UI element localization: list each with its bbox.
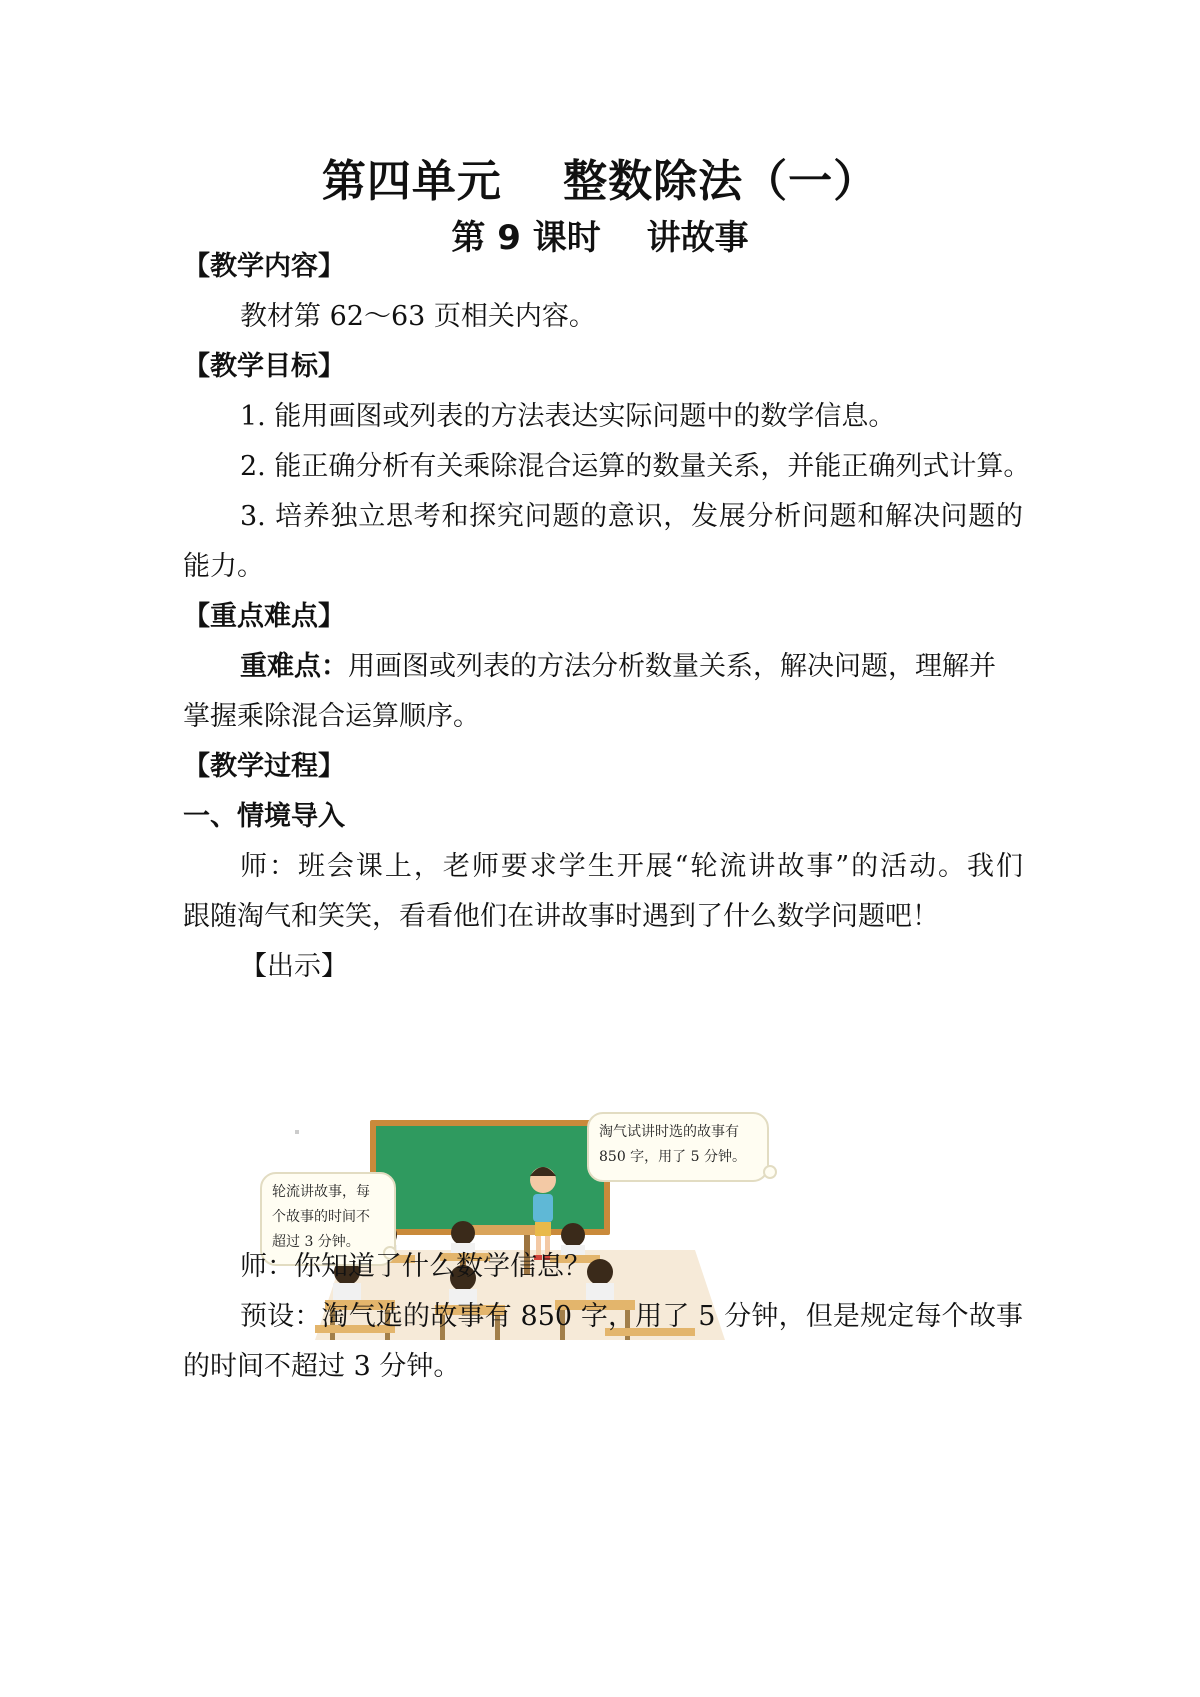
goal-3-line1: 3. 培养独立思考和探究问题的意识，发展分析问题和解决问题的 [240,501,1023,532]
section-heading-content: 【教学内容】 [183,251,345,282]
section-heading-process: 【教学过程】 [183,751,345,782]
speech-bubble-story [587,1112,769,1182]
bubble-story-line: 淘气试讲时选的故事有 [599,1124,739,1140]
bubble-story-line: 850 字，用了 5 分钟。 [599,1149,746,1165]
content-text: 教材第 62～63 页相关内容。 [240,301,596,332]
question-line: 师：你知道了什么数学信息？ [240,1251,591,1282]
bubble-tail-dot [763,1165,777,1179]
preset-line1: 预设：淘气选的故事有 850 字，用了 5 分钟，但是规定每个故事 [240,1301,1023,1332]
intro-heading: 一、情境导入 [183,801,345,832]
goal-3-line2: 能力。 [183,551,264,582]
preset-line2: 的时间不超过 3 分钟。 [183,1351,461,1382]
section-heading-key: 【重点难点】 [183,601,345,632]
section-heading-goals: 【教学目标】 [183,351,345,382]
goal-1: 1. 能用画图或列表的方法表达实际问题中的数学信息。 [240,401,896,432]
key-text: 用画图或列表的方法分析数量关系，解决问题，理解并 [348,651,996,682]
bubble-rule-line: 超过 3 分钟。 [272,1234,360,1250]
unit-title: 第四单元 整数除法（一） [321,156,879,207]
teacher-line2: 跟随淘气和笑笑，看看他们在讲故事时遇到了什么数学问题吧！ [183,901,939,932]
key-line1 [240,647,1023,687]
key-label: 重难点： [240,651,348,682]
teacher-line1: 师：班会课上，老师要求学生开展“轮流讲故事”的活动。我们 [240,851,1023,882]
bubble-rule-line: 个故事的时间不 [272,1209,370,1225]
show-label: 【出示】 [240,951,348,982]
key-line2: 掌握乘除混合运算顺序。 [183,701,480,732]
goal-2: 2. 能正确分析有关乘除混合运算的数量关系，并能正确列式计算。 [240,451,1031,482]
lesson-title: 第 9 课时 讲故事 [451,218,749,258]
bubble-rule-line: 轮流讲故事，每 [272,1184,370,1200]
